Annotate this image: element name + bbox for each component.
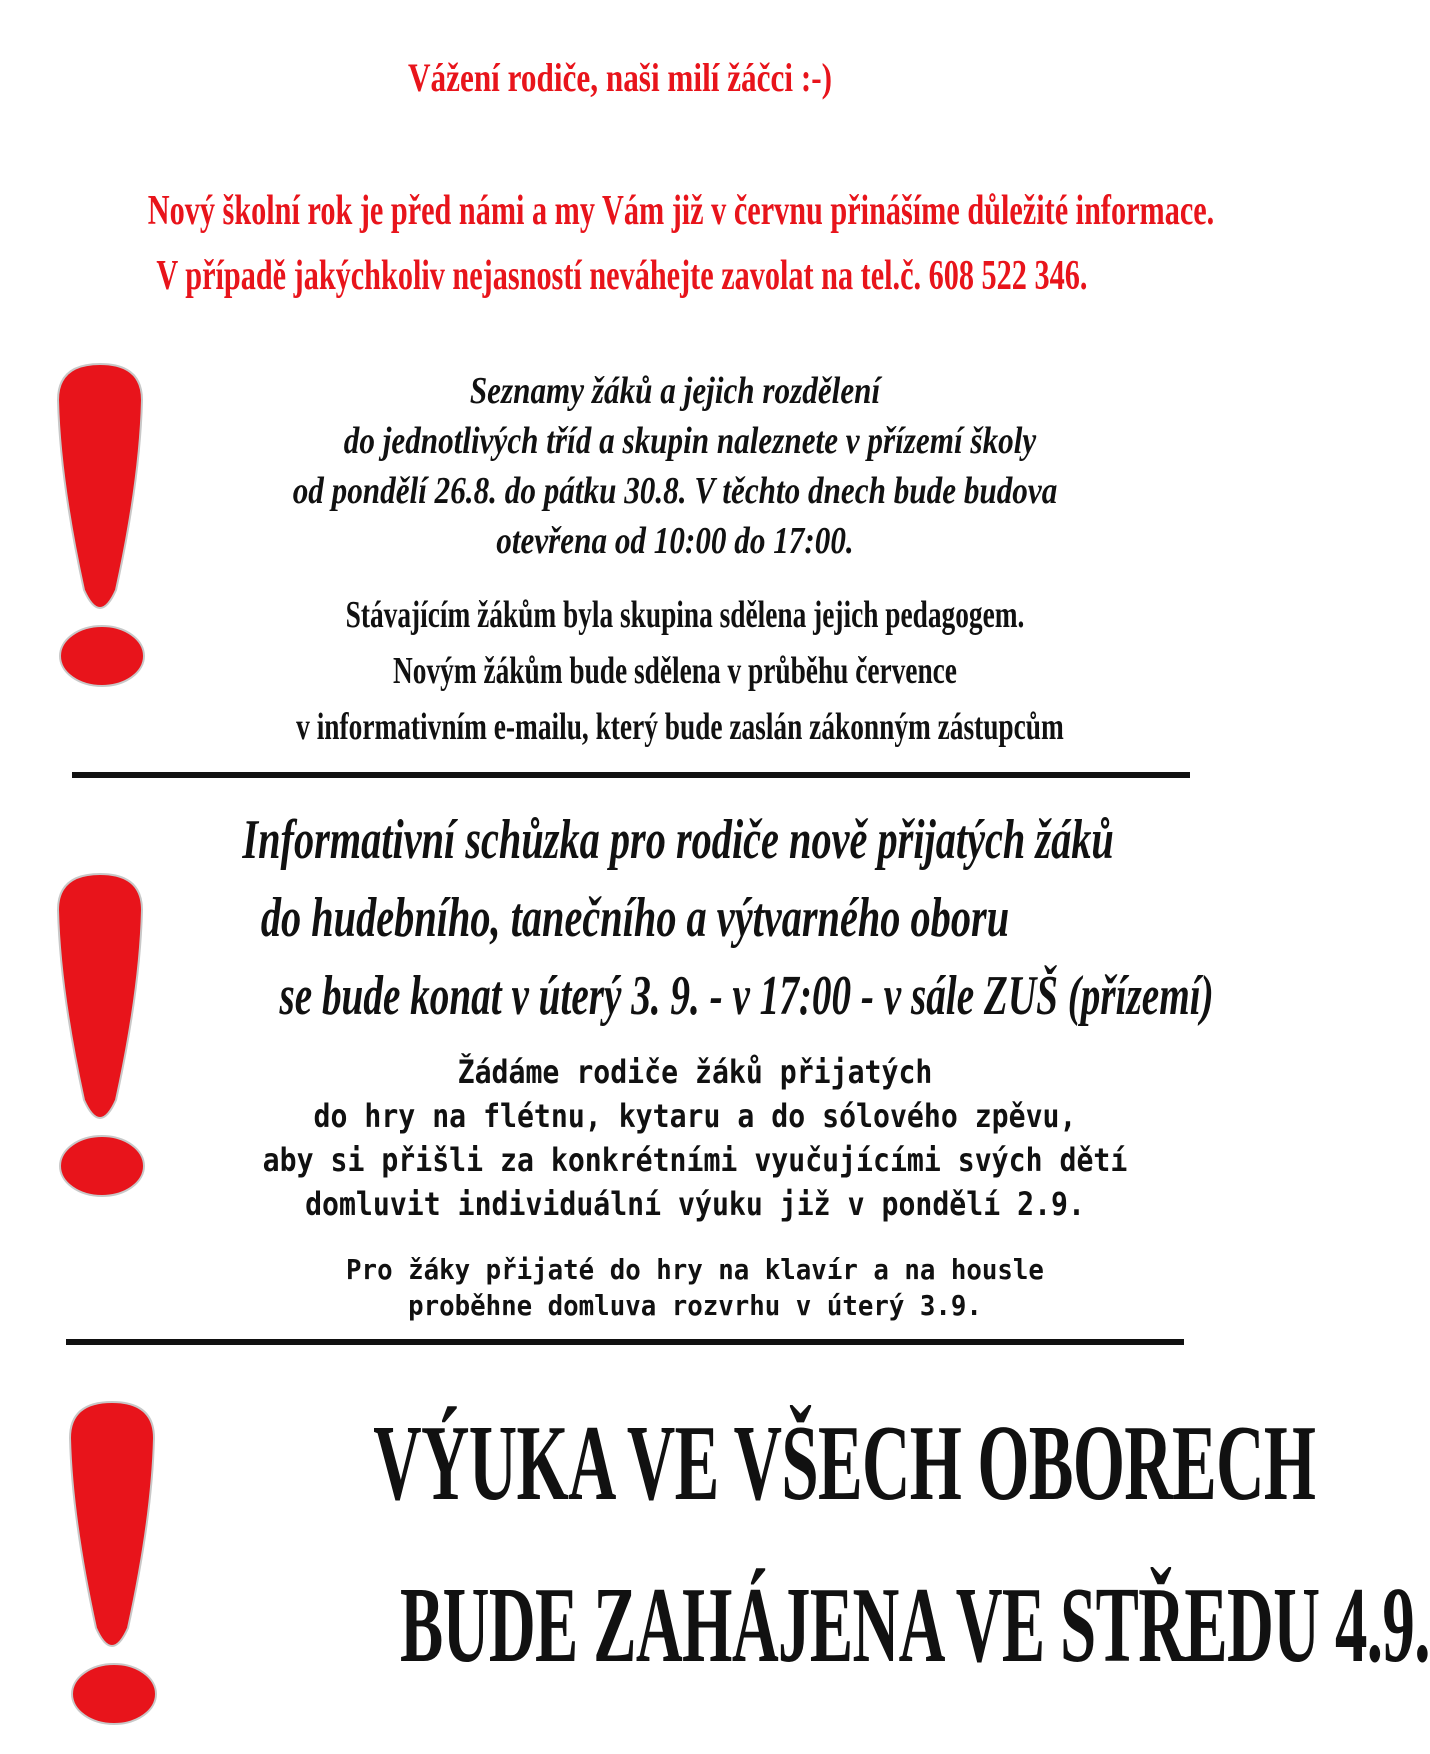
meeting-line-2-wrap xyxy=(0,887,1240,949)
request-line-4: domluvit individuální výuku již v pondělí 2.9. xyxy=(305,1185,1085,1223)
section-divider xyxy=(72,772,1190,778)
groups-line-1: Stávajícím žákům byla skupina sdělena jejich pedagogem. xyxy=(345,594,1025,636)
piano-line-2-wrap xyxy=(0,1289,1240,1322)
groups-line-3-wrap xyxy=(0,708,1240,746)
groups-line-2: Novým žákům bude sdělena v průběhu července xyxy=(393,650,957,692)
lists-line-1-wrap xyxy=(0,372,1240,410)
intro-block xyxy=(0,190,1240,232)
intro-block-2 xyxy=(0,255,1240,297)
request-line-4-wrap xyxy=(0,1185,1240,1223)
groups-line-2-wrap xyxy=(0,652,1240,690)
request-line-3: aby si přišli za konkrétními vyučujícími svých dětí xyxy=(262,1141,1128,1179)
groups-line-1-wrap xyxy=(0,596,1240,634)
headline-line-1-wrap xyxy=(0,1404,1316,1523)
request-line-1-wrap xyxy=(0,1053,1240,1091)
request-line-1: Žádáme rodiče žáků přijatých xyxy=(457,1053,933,1091)
headline-line-2: BUDE ZAHÁJENA VE STŘEDU 4.9. xyxy=(400,1566,1430,1685)
greeting-block xyxy=(0,55,1240,100)
piano-line-1: Pro žáky přijaté do hry na klavír a na housle xyxy=(346,1253,1044,1286)
meeting-line-3: se bude konat v úterý 3. 9. - v 17:00 - v sále ZUŠ (přízemí) xyxy=(279,965,1214,1027)
lists-line-2-wrap xyxy=(0,422,1240,460)
section-divider xyxy=(66,1339,1184,1345)
lists-line-3-wrap xyxy=(0,472,1240,510)
greeting-text: Vážení rodiče, naši milí žáčci :-) xyxy=(407,55,832,100)
lists-line-3: od pondělí 26.8. do pátku 30.8. V těchto dnech bude budova xyxy=(292,470,1058,512)
intro-line-2: V případě jakýchkoliv nejasností neváhejte zavolat na tel.č. 608 522 346. xyxy=(156,253,1088,299)
groups-line-3: v informativním e-mailu, který bude zaslán zákonným zástupcům xyxy=(296,706,1064,748)
request-line-2-wrap xyxy=(0,1097,1240,1135)
request-line-2: do hry na flétnu, kytaru a do sólového zpěvu, xyxy=(313,1097,1077,1135)
lists-line-1: Seznamy žáků a jejich rozdělení xyxy=(469,370,881,412)
intro-line-1: Nový školní rok je před námi a my Vám již v červnu přinášíme důležité informace. xyxy=(147,188,1215,234)
headline-line-2-wrap xyxy=(0,1566,1430,1685)
lists-line-4: otevřena od 10:00 do 17:00. xyxy=(496,520,854,562)
meeting-line-3-wrap xyxy=(0,965,1240,1027)
meeting-line-1: Informativní schůzka pro rodiče nově přijatých žáků xyxy=(242,809,1114,871)
piano-line-2: proběhne domluva rozvrhu v úterý 3.9. xyxy=(408,1289,982,1322)
lists-line-2: do jednotlivých tříd a skupin naleznete v přízemí školy xyxy=(343,420,1037,462)
meeting-line-2: do hudebního, tanečního a výtvarného oboru xyxy=(260,887,1010,949)
request-line-3-wrap xyxy=(0,1141,1240,1179)
piano-line-1-wrap xyxy=(0,1253,1240,1286)
meeting-line-1-wrap xyxy=(0,809,1240,871)
headline-line-1: VÝUKA VE VŠECH OBORECH xyxy=(373,1404,1316,1523)
lists-line-4-wrap xyxy=(0,522,1240,560)
